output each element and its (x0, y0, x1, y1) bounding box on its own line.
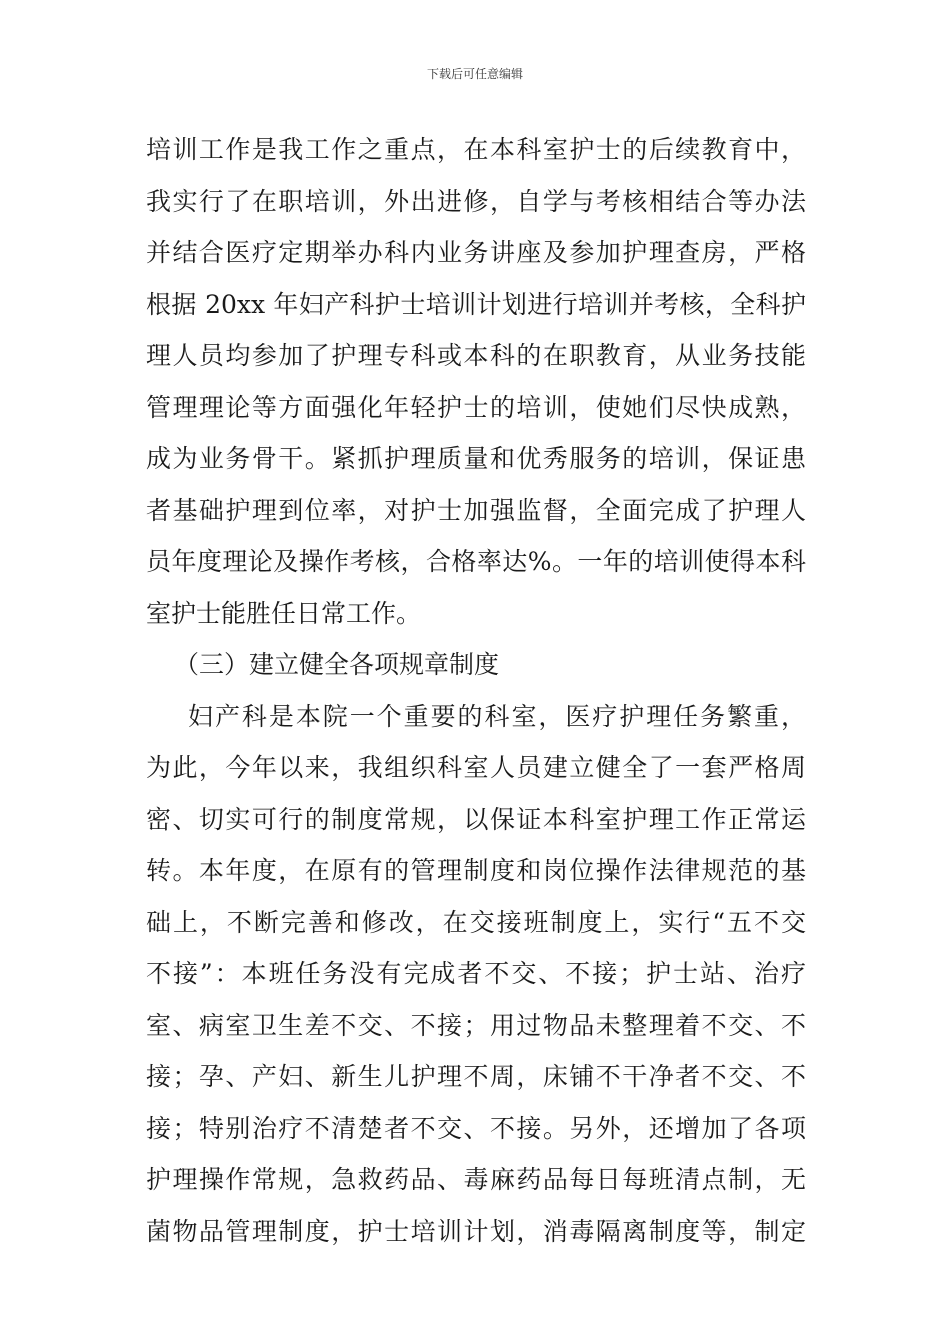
paragraph-line: 培训工作是我工作之重点，在本科室护士的后续教育中， (146, 135, 806, 164)
paragraph-line: 妇产科是本院一个重要的科室，医疗护理任务繁重， (188, 701, 806, 731)
paragraph-line: 接；孕、产妇、新生儿护理不周，床铺不干净者不交、不 (146, 1062, 806, 1091)
paragraph-line: 理人员均参加了护理专科或本科的在职教育，从业务技能 (146, 341, 806, 370)
paragraph-line: 不接”：本班任务没有完成者不交、不接；护士站、治疗 (146, 959, 806, 988)
paragraph-line: 根据 20xx 年妇产科护士培训计划进行培训并考核，全科护 (146, 289, 806, 319)
document-body (146, 124, 806, 1257)
paragraph-line: 成为业务骨干。紧抓护理质量和优秀服务的培训，保证患 (146, 444, 806, 473)
paragraph-line: 菌物品管理制度，护士培训计划，消毒隔离制度等，制定 (146, 1216, 806, 1246)
paragraph-line: 管理理论等方面强化年轻护士的培训，使她们尽快成熟， (146, 392, 806, 422)
paragraph-line: 者基础护理到位率，对护士加强监督，全面完成了护理人 (146, 495, 806, 525)
page-header: 下载后可任意编辑 (426, 67, 523, 81)
paragraph-line: 密、切实可行的制度常规，以保证本科室护理工作正常运 (146, 804, 806, 834)
paragraph-line: 护理操作常规，急救药品、毒麻药品每日每班清点制，无 (146, 1165, 806, 1194)
paragraph-line: 接；特别治疗不清楚者不交、不接。另外，还增加了各项 (146, 1113, 806, 1143)
paragraph-line: 室、病室卫生差不交、不接；用过物品未整理着不交、不 (146, 1010, 806, 1040)
paragraph-line: 转。本年度，在原有的管理制度和岗位操作法律规范的基 (146, 856, 806, 885)
section-heading: （三）建立健全各项规章制度 (174, 650, 500, 679)
paragraph-line: 为此，今年以来，我组织科室人员建立健全了一套严格周 (146, 753, 806, 782)
paragraph-line: 员年度理论及操作考核，合格率达%。一年的培训使得本科 (146, 547, 806, 576)
paragraph-line: 我实行了在职培训，外出进修，自学与考核相结合等办法 (146, 186, 806, 216)
paragraph-line: 并结合医疗定期举办科内业务讲座及参加护理查房，严格 (146, 238, 806, 267)
paragraph-line: 础上，不断完善和修改，在交接班制度上，实行“五不交 (146, 907, 806, 937)
paragraph-line: 室护士能胜任日常工作。 (146, 598, 422, 628)
